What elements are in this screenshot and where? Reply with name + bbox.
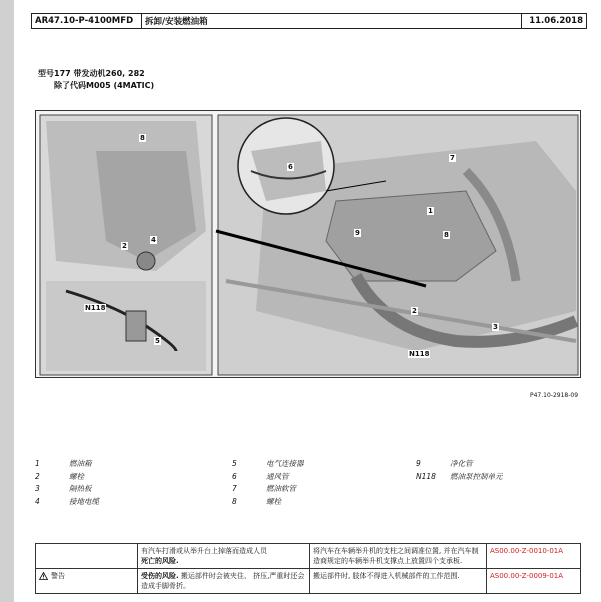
legend-item: [35, 458, 99, 471]
legend-label: 通风管: [266, 471, 289, 481]
callout-left-2: 2: [122, 242, 127, 250]
legend-label: 接地电缆: [69, 496, 99, 506]
legend-item: [232, 471, 304, 484]
callout-right-2: 2: [412, 307, 417, 315]
model-line-2: 除了代码M005 (4MATIC): [54, 81, 155, 90]
legend-num: 6: [232, 471, 237, 481]
warning-code[interactable]: AS00.00-Z-0010-01A: [487, 544, 581, 569]
legend-item: [35, 483, 99, 496]
legend-num: 7: [232, 484, 237, 493]
legend-label: 净化管: [450, 459, 473, 468]
document-page: [14, 0, 601, 602]
figure-ref-code: P47.10-2918-09: [530, 392, 579, 399]
legend-label: 隔热板: [69, 484, 92, 493]
warning-triangle-icon: [39, 572, 48, 580]
table-row: [36, 569, 581, 594]
doc-date: 11.06.2018: [529, 16, 583, 26]
warning-hazard: 受伤的风险. 搬运部件时会被夹住、 挤压,严重时还会造成手脚骨折。: [138, 569, 310, 594]
legend-label: 电气连接器: [266, 459, 304, 468]
table-row: [36, 544, 581, 569]
legend-num: 9: [416, 459, 421, 468]
viewer-sidebar: [0, 0, 14, 602]
legend-num: 2: [35, 471, 40, 481]
callout-left-8: 8: [140, 134, 145, 142]
callout-right-1: 1: [428, 207, 433, 215]
callout-right-6: 6: [288, 163, 293, 171]
warning-type-cell: [36, 569, 138, 594]
legend-label: 燃油软管: [266, 484, 296, 493]
header-table: [31, 13, 587, 29]
callout-right-3: 3: [493, 323, 498, 331]
callout-left-N118: N118: [85, 304, 106, 312]
fuel-tank-figure: [35, 110, 581, 378]
legend-num: 4: [35, 496, 40, 506]
legend-item: [232, 458, 304, 471]
callout-right-N118: N118: [409, 350, 430, 358]
callout-right-8: 8: [444, 231, 449, 239]
hazard-bold: 死亡的风险: [141, 557, 176, 565]
legend-col-2: [232, 458, 304, 508]
legend-num: 8: [232, 496, 237, 506]
callout-right-9: 9: [355, 229, 360, 237]
legend-item: [232, 483, 304, 496]
legend-num: 1: [35, 459, 40, 468]
hazard-bold: 受伤的风险: [141, 572, 176, 580]
warning-type: 警告: [51, 572, 65, 580]
warning-type: [36, 544, 138, 569]
callout-left-4: 4: [151, 236, 156, 244]
callout-left-5: 5: [155, 337, 160, 345]
warnings-table: [35, 543, 581, 594]
legend-label: 燃油泵控制单元: [450, 471, 503, 481]
doc-title: 拆卸/安装燃油箱: [142, 14, 522, 28]
legend-num: 5: [232, 459, 237, 468]
doc-id: AR47.10-P-4100MFD: [32, 14, 142, 28]
legend-label: 螺栓: [69, 471, 84, 481]
legend-col-1: [35, 458, 99, 508]
warning-measure: 将汽车在车辆举升机的支柱之间调准位置, 并在汽车制造商规定的车辆举升机支撑点上放置四个支承板.: [310, 544, 487, 569]
warning-code[interactable]: AS00.00-Z-0009-01A: [487, 569, 581, 594]
model-info: [38, 68, 154, 92]
hazard-text: 搬运部件时会被夹住、 挤压,严重时还会造成手脚骨折。: [141, 572, 305, 590]
legend-item: [35, 471, 99, 484]
legend-num: 3: [35, 484, 40, 493]
legend-item: [232, 496, 304, 509]
legend-item: [416, 471, 503, 484]
model-line-1: 型号177 带发动机260, 282: [38, 69, 145, 78]
legend-label: 螺栓: [266, 496, 281, 506]
legend-item: [416, 458, 503, 471]
warning-hazard: 有汽车打滑或从举升台上掉落而造成人员 死亡的风险.: [138, 544, 310, 569]
warning-measure: 搬运部件时, 肢体不得进入机械部件的工作范围.: [310, 569, 487, 594]
callout-right-7: 7: [450, 154, 455, 162]
figure-illustration: [36, 111, 581, 378]
legend-item: [35, 496, 99, 509]
legend-col-3: [416, 458, 503, 483]
legend-num: N118: [416, 471, 436, 481]
hazard-text: 有汽车打滑或从举升台上掉落而造成人员: [141, 547, 267, 555]
legend-label: 燃油箱: [69, 459, 92, 468]
